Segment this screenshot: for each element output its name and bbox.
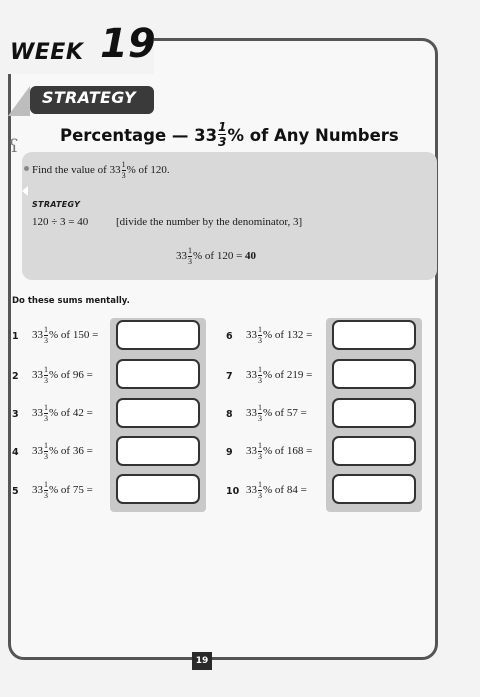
strategy-step: 120 ÷ 3 = 40 <box>32 216 89 228</box>
title-prefix: Percentage — 33 <box>60 126 218 145</box>
example-question <box>32 161 170 180</box>
question-number: 5 <box>12 486 19 497</box>
answer-input[interactable] <box>332 474 416 504</box>
question-text: 33 $\frac{1}{3}$ % of 57 = <box>246 403 307 423</box>
question-number: 10 <box>226 486 240 497</box>
question-text: 33 $\frac{1}{3}$ % of 84 = <box>246 480 307 500</box>
question-text: 33 $\frac{1}{3}$ % of 219 = <box>246 365 313 385</box>
answer-input[interactable] <box>116 436 200 466</box>
answer-frac-numerator: 1 <box>188 246 192 255</box>
strategy-tab <box>8 82 156 116</box>
question-number: 6 <box>226 331 233 342</box>
question-text: 33 $\frac{1}{3}$ % of 132 = <box>246 325 313 345</box>
answer-input[interactable] <box>116 398 200 428</box>
question-number: 8 <box>226 409 233 420</box>
answer-frac-denominator: 3 <box>188 257 192 266</box>
question-number: 3 <box>12 409 19 420</box>
question-text: 33 $\frac{1}{3}$ % of 96 = <box>32 365 93 385</box>
question-text: 33 $\frac{1}{3}$ % of 150 = <box>32 325 99 345</box>
answer-input[interactable] <box>116 320 200 350</box>
answer-input[interactable] <box>332 398 416 428</box>
question-number: 9 <box>226 447 233 458</box>
strategy-tab-label: STRATEGY <box>42 88 136 107</box>
example-question-suffix: % of 120. <box>126 164 170 177</box>
answer-input[interactable] <box>116 474 200 504</box>
title-frac-denominator: 3 <box>218 135 227 149</box>
week-number: 19 <box>100 21 156 67</box>
answer-input[interactable] <box>332 320 416 350</box>
answer-input[interactable] <box>332 436 416 466</box>
bullet-icon <box>24 166 29 171</box>
example-answer <box>176 247 256 266</box>
example-frac-denominator: 3 <box>121 171 126 180</box>
answer-mid: % of 120 = <box>193 250 246 263</box>
question-number: 1 <box>12 331 19 342</box>
curl-ornament: ʕ <box>9 136 19 157</box>
question-number: 4 <box>12 447 19 458</box>
question-text: 33 $\frac{1}{3}$ % of 42 = <box>32 403 93 423</box>
strategy-heading: STRATEGY <box>32 200 81 209</box>
question-number: 7 <box>226 371 233 382</box>
answer-value: 40 <box>245 250 257 263</box>
title-frac-numerator: 1 <box>218 120 227 134</box>
pointer-notch-icon <box>22 186 28 196</box>
title-suffix: % of Any Numbers <box>227 126 399 145</box>
example-question-prefix: Find the value of 33 <box>32 164 121 177</box>
answer-input[interactable] <box>332 359 416 389</box>
title-fraction <box>218 121 226 148</box>
answer-input[interactable] <box>116 359 200 389</box>
page-title <box>60 120 399 150</box>
strategy-step-note: [divide the number by the denominator, 3] <box>116 216 303 228</box>
example-fraction <box>122 161 126 180</box>
question-text: 33 $\frac{1}{3}$ % of 75 = <box>32 480 93 500</box>
example-frac-numerator: 1 <box>121 160 126 169</box>
week-label: WEEK <box>10 40 84 65</box>
instruction: Do these sums mentally. <box>12 296 130 306</box>
question-text: 33 $\frac{1}{3}$ % of 168 = <box>246 441 313 461</box>
question-number: 2 <box>12 371 19 382</box>
page-number: 19 <box>192 652 212 670</box>
answer-prefix: 33 <box>176 250 187 263</box>
question-text: 33 $\frac{1}{3}$ % of 36 = <box>32 441 93 461</box>
answer-fraction <box>188 247 192 266</box>
